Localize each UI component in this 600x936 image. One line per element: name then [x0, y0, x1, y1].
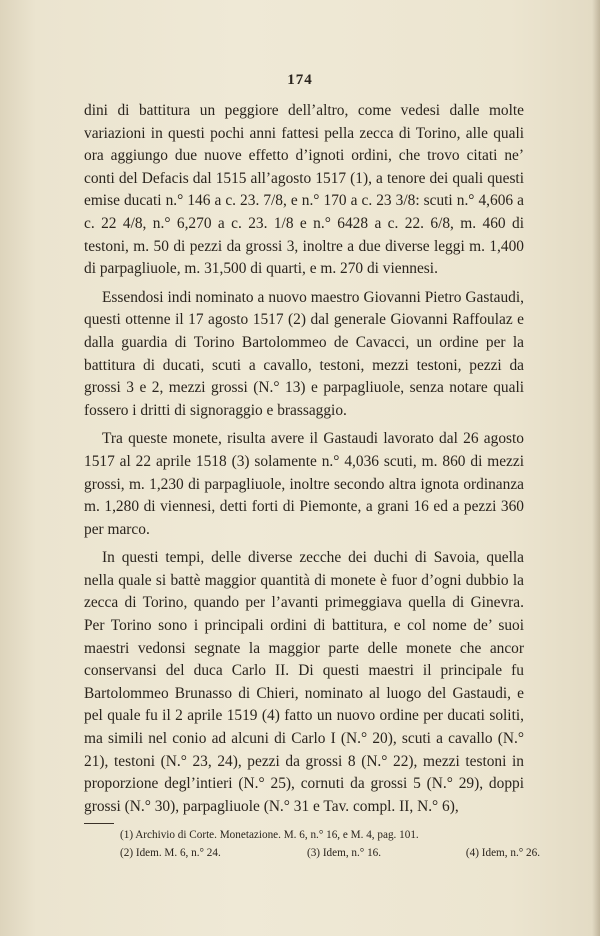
paragraph-3: Tra queste monete, risulta avere il Gastaudi lavorato dal 26 agosto 1517 al 22 aprile 1518 (3) solamente n.° 4,036 scuti, m. 860 di mezzi grossi, m. 1,230 di parpagliuole, inoltre secondo altra ignota ordinanza m. 1,280 di viennesi, detti forti di Piemonte, a grani 16 ed a pezzi 360 per marco.: [84, 430, 524, 538]
body-text: [84, 100, 524, 824]
footnote-3: (3) Idem, n.° 16.: [306, 847, 382, 859]
paragraph-1: dini di battitura un peggiore dell’altro, come vedesi dalle molte variazioni in questi pochi anni fattesi pella zecca di Torino, alle quali ora aggiungo due nuove effetto d’ignoti ordini, che trovo citati ne’ conti del Defacis dal 1515 all’agosto 1517 (1), a tenore dei quali questi emise ducati n.° 146 a c. 23. 7/8, e n.° 170 a c. 23 3/8: scuti n.° 4,606 a c. 22 4/8, n.° 6,270 a c. 23. 1/8 e n.° 6428 a c. 22. 6/8, m. 460 di testoni, m. 50 di pezzi da grossi 3, inoltre a due diverse leggi m. 1,400 di parpagliuole, m. 31,500 di quarti, e m. 270 di viennesi.: [84, 102, 524, 278]
paragraph-2: Essendosi indi nominato a nuovo maestro Giovanni Pietro Gastaudi, questi ottenne il 17 agosto 1517 (2) dal generale Giovanni Raffoulaz e dalla guardia di Torino Bartolommeo de Cavacci, un ordine per la battitura di ducati, scuti a cavallo, testoni, mezzi testoni, pezzi da grossi 3 e 2, mezzi grossi (N.° 13) e parpagliuole, senza notare quali fossero i dritti di signoraggio e brassaggio.: [84, 288, 524, 419]
page-number: 174: [287, 72, 313, 88]
footnote-2: (2) Idem. M. 6, n.° 24.: [120, 847, 221, 859]
paragraph-4: In questi tempi, delle diverse zecche dei duchi di Savoia, quella nella quale si battè maggior quantità di monete è fuor d’ogni dubbio la zecca di Torino, quando per l’avanti primeggiava quella di Ginevra. Per Torino sono i principali ordini di battitura, e col nome de’ suoi maestri vedonsi segnate la maggior parte delle monete che ancor conservansi del duca Carlo II. Di questi maestri il principale fu Bartolommeo Brunasso di Chieri, nominato al luogo del Gastaudi, e pel quale fu il 2 aprile 1519 (4) fatto un nuovo ordine per ducati soliti, ma simili nel conio ad alcuni di Carlo I (N.° 20), scuti a cavallo (N.° 21), testoni (N.° 23, 24), pezzi da grossi 8 (N.° 22), mezzi testoni in proporzione degl’intieri (N.° 25), cornuti da grossi 5 (N.° 29), doppi grossi (N.° 30), parpagliuole (N.° 31 e Tav. compl. II, N.° 6),: [84, 549, 524, 815]
page-edge-shadow: [592, 0, 600, 936]
footnote-row-2: [120, 844, 540, 862]
footnote-row-1: [120, 826, 540, 844]
footnote-divider: [84, 823, 114, 824]
footnote-4: (4) Idem, n.° 26.: [465, 847, 540, 859]
footnotes: [120, 826, 540, 862]
footnote-1: (1) Archivio di Corte. Monetazione. M. 6, n.° 16, e M. 4, pag. 101.: [120, 829, 419, 841]
